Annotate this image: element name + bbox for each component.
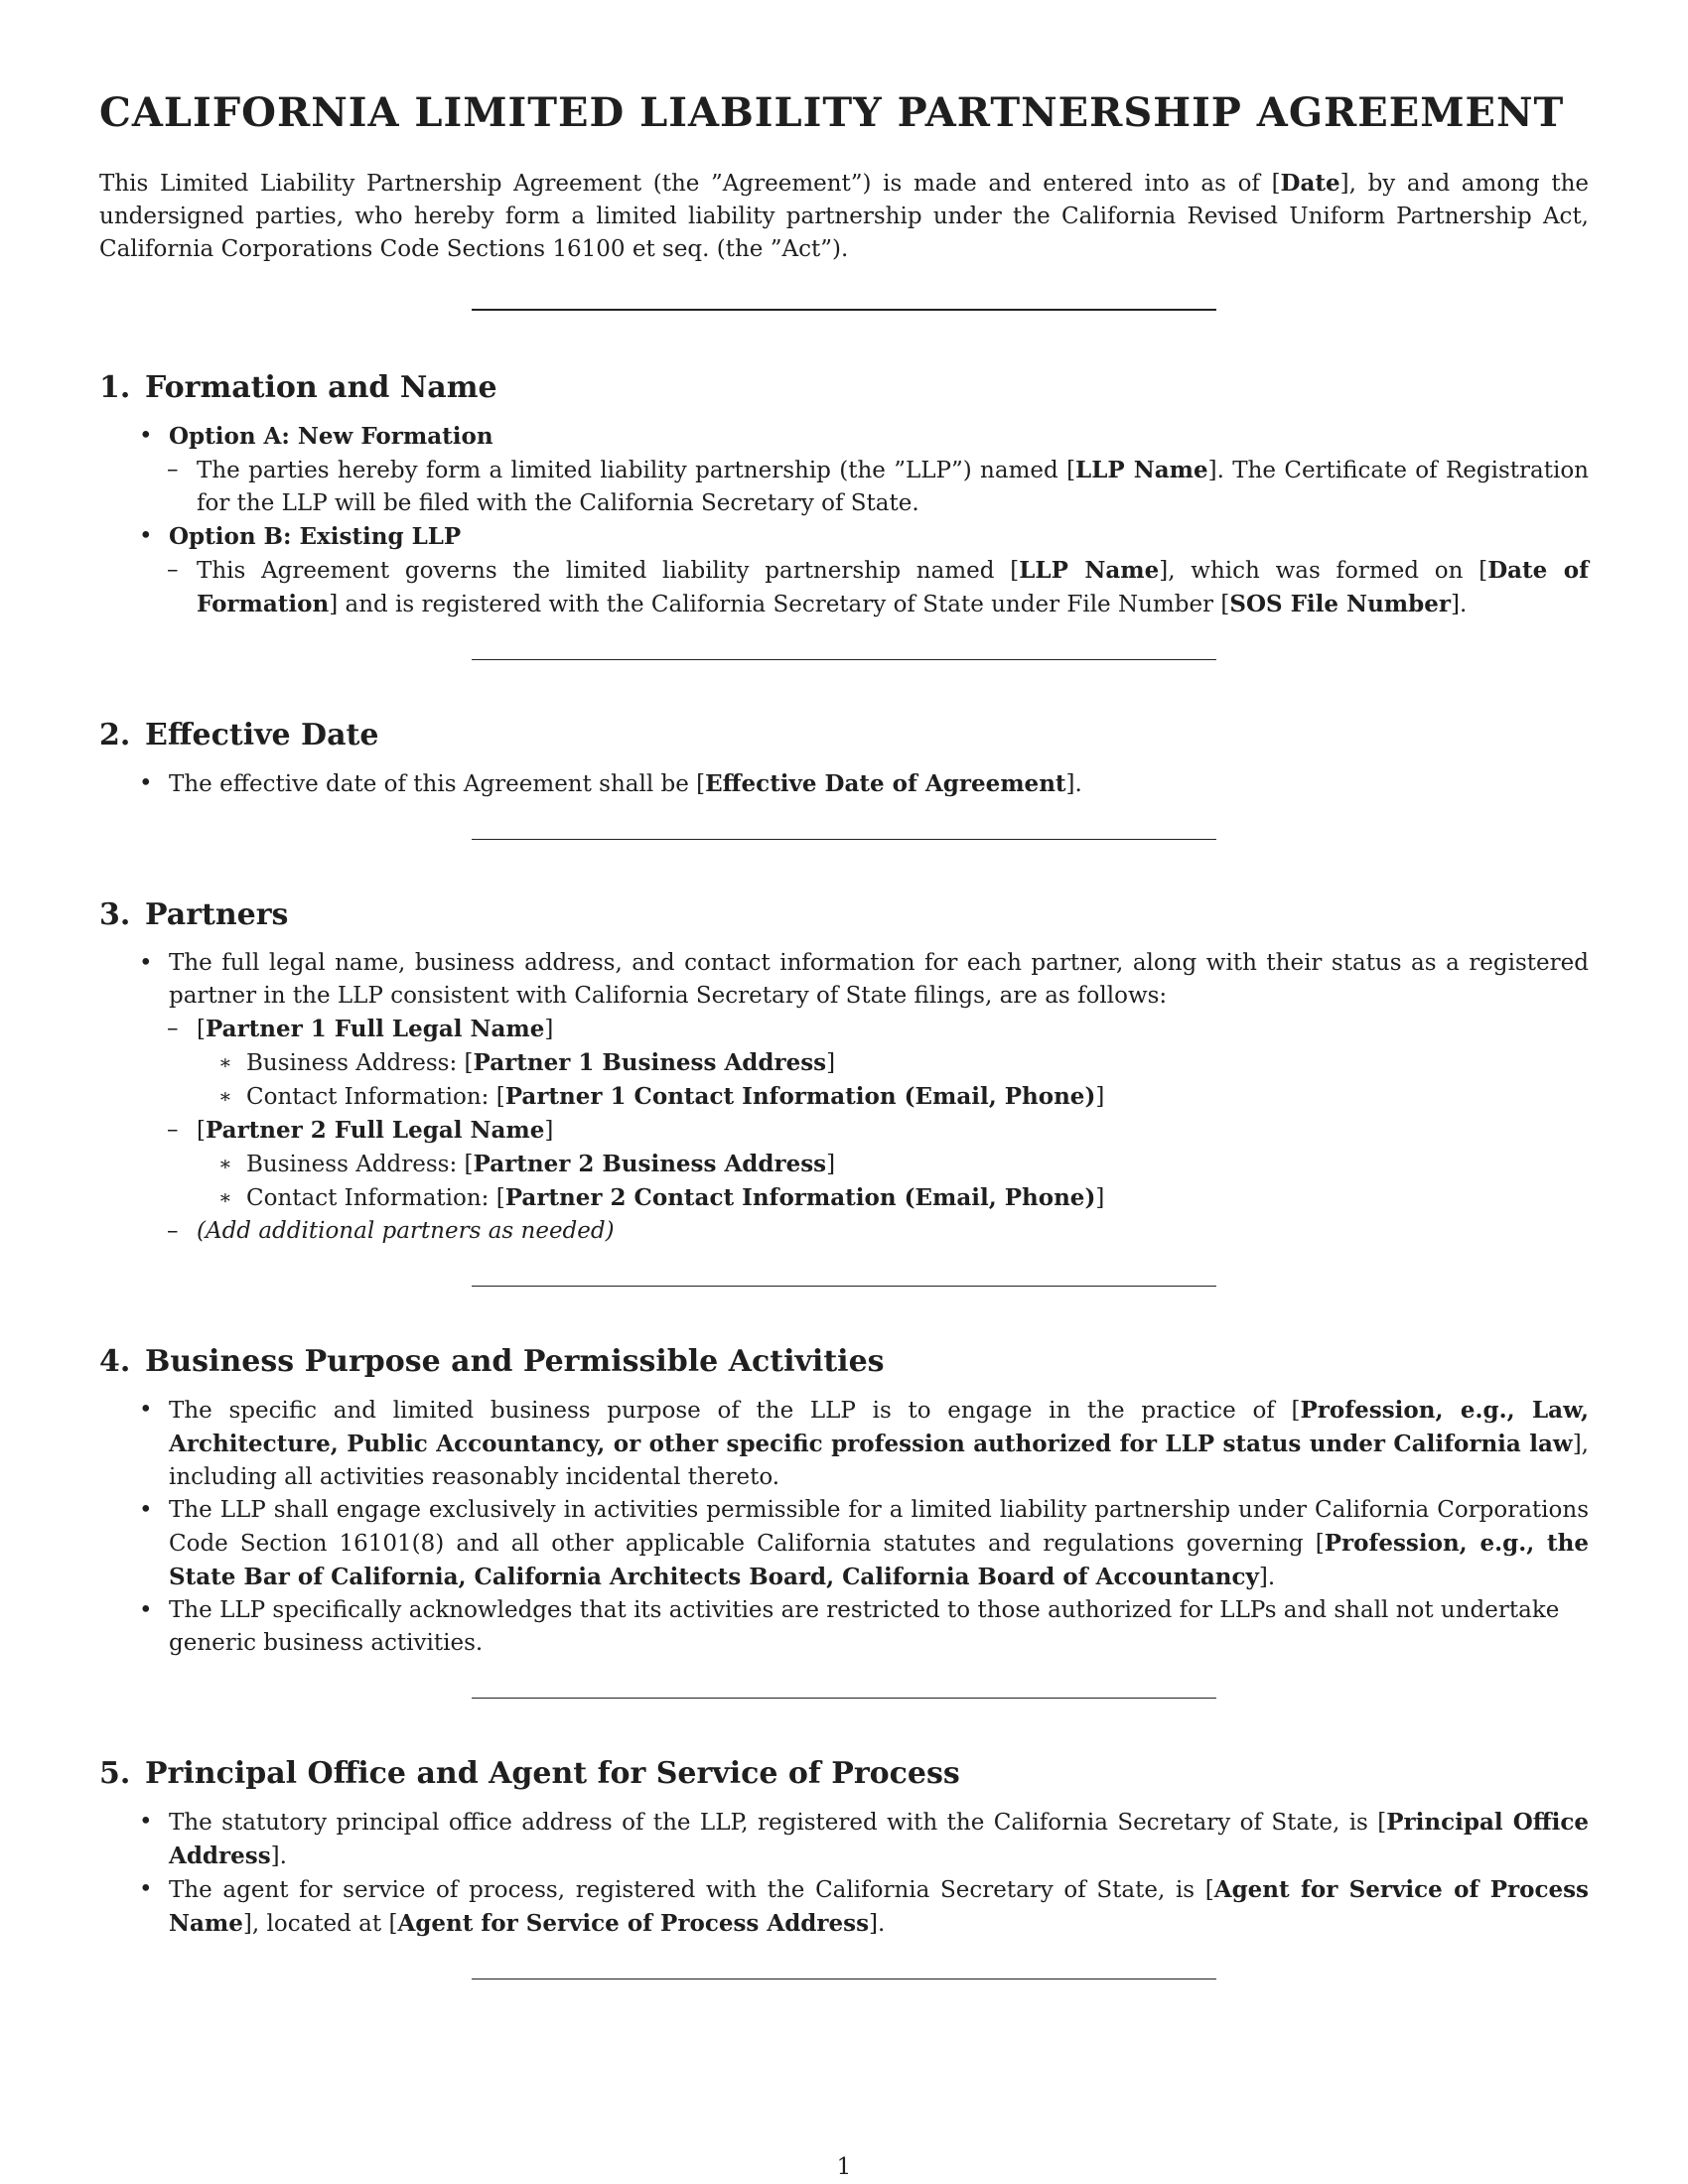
additional-partners-note: – (Add additional partners as needed) — [165, 1215, 1589, 1248]
date-placeholder: Date — [1280, 170, 1340, 197]
page-number: 1 — [836, 2154, 852, 2180]
partner-2-contact: ∗ Contact Information: [Partner 2 Contact Information (Email, Phone)] — [197, 1181, 1589, 1215]
section-divider — [472, 839, 1216, 840]
section-divider — [472, 659, 1216, 660]
section-5-list — [99, 1806, 1589, 1941]
effective-date-item: • The effective date of this Agreement shall be [Effective Date of Agreement]. — [99, 767, 1589, 801]
section-2-list — [99, 767, 1589, 801]
option-a-text: – The parties hereby form a limited liability partnership (the ”LLP”) named [LLP Name]. The Certificate of Registration for the LLP will be filed with the California Secretary of State. — [165, 454, 1589, 520]
document-title: CALIFORNIA LIMITED LIABILITY PARTNERSHIP AGREEMENT — [99, 89, 1565, 136]
partner-1-address: ∗ Business Address: [Partner 1 Business Address] — [197, 1046, 1589, 1080]
section-4-heading: 4. Business Purpose and Permissible Activities — [99, 1344, 885, 1379]
section-4-list — [99, 1394, 1589, 1660]
partner-1: – [Partner 1 Full Legal Name] ∗ Business Address: [Partner 1 Business Address] ∗ Contact Information: [Partner 1 Contact Information (Email, Phone)] — [165, 1013, 1589, 1114]
option-a-item — [99, 420, 1589, 520]
section-divider — [472, 1698, 1216, 1699]
option-a-label: Option A: New Formation — [169, 423, 493, 450]
option-b-item — [99, 520, 1589, 621]
section-3-heading: 3. Partners — [99, 897, 289, 932]
partner-1-contact: ∗ Contact Information: [Partner 1 Contact Information (Email, Phone)] — [197, 1080, 1589, 1114]
option-b-label: Option B: Existing LLP — [169, 523, 462, 550]
section-divider — [472, 1286, 1216, 1287]
section-2-heading: 2. Effective Date — [99, 718, 379, 752]
principal-office-item: • The statutory principal office address of the LLP, registered with the California Secretary of State, is [Principal Office Address]. — [99, 1806, 1589, 1873]
section-1-list — [99, 420, 1589, 621]
restriction-item: • The LLP specifically acknowledges that its activities are restricted to those authorized for LLPs and shall not undertake generic business activities. — [99, 1594, 1589, 1660]
partner-2: – [Partner 2 Full Legal Name] ∗ Business Address: [Partner 2 Business Address] ∗ Contact Information: [Partner 2 Contact Information (Email, Phone)] — [165, 1114, 1589, 1215]
option-b-text: – This Agreement governs the limited liability partnership named [LLP Name], which was formed on [Date of Formation] and is registered with the California Secretary of State under File Number [SOS File Number]. — [165, 554, 1589, 621]
agent-item: • The agent for service of process, registered with the California Secretary of State, is [Agent for Service of Process Name], located at [Agent for Service of Process Address]. — [99, 1873, 1589, 1941]
partners-intro-item: • The full legal name, business address, and contact information for each partner, along with their status as a registered partner in the LLP consistent with California Secretary of State filings, are as follows: – [Partner 1 Full Legal Name] ∗ Business Address: [Partner 1 Business Address] ∗ Contact Information: [Partner 1 Contact Information (Email, Phone)] – [Partner 2 Full Legal Name] ∗ Business Address: [Partner 2 Business Address] ∗ Contact Information: [Partner 2 Contact Information (Email, Phone)] – (Add additional partners as needed) — [99, 947, 1589, 1248]
partner-2-address: ∗ Business Address: [Partner 2 Business Address] — [197, 1148, 1589, 1181]
document-page — [99, 89, 1589, 2037]
section-3-list — [99, 947, 1589, 1248]
permissible-activities-item: • The LLP shall engage exclusively in activities permissible for a limited liability partnership under California Corporations Code Section 16101(8) and all other applicable California statutes and regulations governing [Profession, e.g., the State Bar of California, California Architects Board, California Board of Accountancy]. — [99, 1494, 1589, 1594]
section-5-heading: 5. Principal Office and Agent for Service of Process — [99, 1756, 960, 1791]
intro-paragraph: This Limited Liability Partnership Agreement (the ”Agreement”) is made and entered into as of [Date], by and among the undersigned parties, who hereby form a limited liability partnership under the California Revised Uniform Partnership Act, California Corporations Code Sections 16100 et seq. (the ”Act”). — [99, 170, 1589, 262]
section-divider — [472, 309, 1216, 311]
section-1-heading: 1. Formation and Name — [99, 370, 497, 405]
purpose-item: • The specific and limited business purpose of the LLP is to engage in the practice of [Profession, e.g., Law, Architecture, Public Accountancy, or other specific profession authorized for LLP status under California law], including all activities reasonably incidental thereto. — [99, 1394, 1589, 1494]
